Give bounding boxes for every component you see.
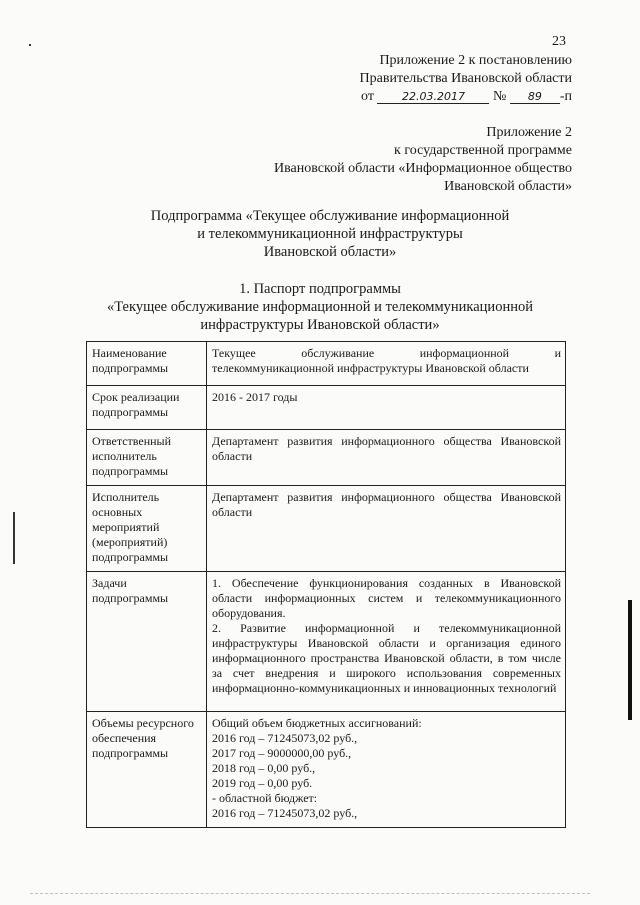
subprogram-title-line-3: Ивановской области» [263,244,397,260]
row-value [207,712,566,828]
approval-block [342,52,572,106]
table-row [87,486,566,572]
row-value-line: Общий объем бюджетных ассигнований: [212,716,422,730]
row-label: Исполнитель основных мероприятий (мероприятий) подпрограммы [87,486,207,572]
row-value [207,486,566,572]
subprogram-title-line-1: Подпрограмма «Текущее обслуживание информационной [150,208,510,224]
appendix-line-2: к государственной программе [394,143,572,158]
row-value-line: 1. Обеспечение функционирования созданных в Ивановской области информационных систем и телекоммуникационного оборудования. [212,576,561,620]
table-row [87,572,566,712]
row-value [207,430,566,486]
table-row [87,342,566,386]
passport-heading-line-3: инфраструктуры Ивановской области» [200,317,440,333]
row-value [207,572,566,712]
row-label: Срок реализации подпрограммы [87,386,207,430]
scan-edge-mark [628,600,632,720]
table-row [87,386,566,430]
row-label: Наименование подпрограммы [87,342,207,386]
passport-heading-line-2: «Текущее обслуживание информационной и телекоммуникационной [107,299,533,315]
row-value-line: - областной бюджет: [212,791,318,805]
number-suffix: -п [559,89,572,104]
row-value-line: 2016 год – 71245073,02 руб., [212,806,358,820]
passport-heading-line-1: 1. Паспорт подпрограммы [239,281,401,297]
row-value-line: 2017 год – 9000000,00 руб., [212,746,352,760]
row-label: Ответственный исполнитель подпрограммы [87,430,207,486]
subprogram-title [0,207,640,261]
passport-heading [0,280,640,334]
scan-speck [29,44,31,46]
row-value-line: Департамент развития информационного общества Ивановской области [212,434,561,463]
row-value-line: Департамент развития информационного общества Ивановской области [212,490,561,519]
handwritten-date: 22.03.2017 [377,91,489,104]
appendix-line-4: Ивановской области» [444,179,572,194]
handwritten-number: 89 [510,91,560,104]
row-label: Задачи подпрограммы [87,572,207,712]
row-value-line: 2019 год – 0,00 руб. [212,776,313,790]
number-sign: № [492,89,507,104]
scan-margin-mark [13,512,15,564]
passport-table [86,341,566,828]
row-value-line: телекоммуникационной инфраструктуры Ивановской области [212,361,529,375]
row-label: Объемы ресурсного обеспечения подпрограммы [87,712,207,828]
row-value-line: 2016 год – 71245073,02 руб., [212,731,358,745]
row-value [207,342,566,386]
row-value-line: 2018 год – 0,00 руб., [212,761,316,775]
row-value [207,386,566,430]
approval-line-2: Правительства Ивановской области [359,71,572,86]
approval-line-1: Приложение 2 к постановлению [379,53,572,68]
appendix-line-1: Приложение 2 [486,125,572,140]
subprogram-title-line-2: и телекоммуникационной инфраструктуры [197,226,463,242]
row-value-line: Текущее обслуживание информационной и [212,346,561,360]
appendix-block [252,124,572,196]
page-number: 23 [552,34,566,49]
appendix-line-3: Ивановской области «Информационное общество [274,161,572,176]
approval-date-line [342,88,572,106]
scan-footer-noise [30,893,590,894]
table-row [87,712,566,828]
row-value-line: 2016 - 2017 годы [212,390,298,404]
table-row [87,430,566,486]
from-prefix: от [361,89,374,104]
row-value-line: 2. Развитие информационной и телекоммуникационной инфраструктуры Ивановской области и организация единого информационного пространства Ивановской области, в том числе за счет внедрения и широкого использования современных информационно-коммуникационных и инновационных технологий [212,621,561,695]
